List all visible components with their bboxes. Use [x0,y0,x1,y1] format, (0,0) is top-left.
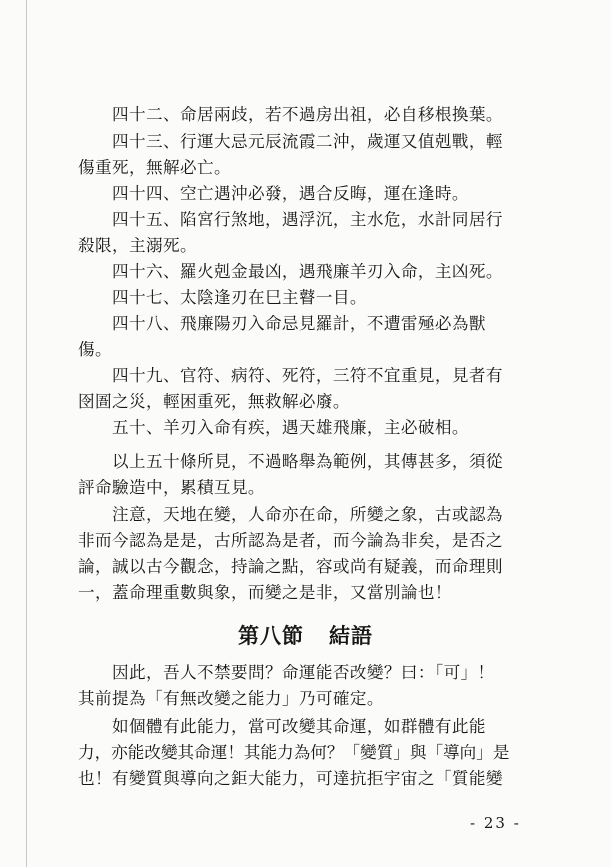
rule-46-line-1: 四十六、羅火剋金最凶，遇飛廉羊刃入命，主凶死。 [112,262,503,281]
note-line-4: 一，蓋命理重數與象，而變之是非，又當別論也！ [78,583,452,602]
conclusion-p1-line-1: 因此，吾人不禁要問？命運能否改變？曰：「可」！ [112,663,495,682]
rule-45-line-1: 四十五、陷宮行煞地，遇浮沉，主水危，水計同居行 [112,210,503,229]
summary-line-2: 評命驗造中，累積互見。 [78,478,265,497]
note-line-1: 注意，天地在變，人命亦在命，所變之象，古或認為 [112,505,503,524]
conclusion-p2-line-2: 力，亦能改變其命運！其能力為何？「變質」與「導向」是 [78,743,510,762]
rule-43-line-2: 傷重死，無解必亡。 [78,158,231,177]
rule-49-line-1: 四十九、官符、病符、死符，三符不宜重見，見者有 [112,366,503,385]
section-heading [0,620,611,650]
rule-44-line-1: 四十四、空亡遇沖必發，遇合反晦，運在逢時。 [112,184,469,203]
note-line-2: 非而今認為是是，古所認為是者，而今論為非矣，是否之 [78,531,503,550]
rule-49-line-2: 囹圄之災，輕困重死，無救解必廢。 [78,392,350,411]
section-title: 結語 [328,623,373,648]
rule-48-line-2: 傷。 [78,340,112,359]
rule-45-line-2: 殺限，主溺死。 [78,236,197,255]
rule-47-line-1: 四十七、太陰逢刃在巳主瞽一目。 [112,288,367,307]
section-number: 第八節 [238,623,305,648]
conclusion-p2-line-3: 也！有變質與導向之鉅大能力，可達抗拒宇宙之「質能變 [78,769,503,788]
rule-43-line-1: 四十三、行運大忌元辰流霞二沖，歲運又值剋戰，輕 [112,132,503,151]
note-line-3: 論，誠以古今觀念，持論之點，容或尚有疑義，而命理則 [78,557,503,576]
page-number: - 23 - [470,814,521,832]
rule-42-line-1: 四十二、命居兩歧，若不過房出祖，必自移根換葉。 [112,105,503,124]
summary-line-1: 以上五十條所見，不過略舉為範例，其傳甚多，須從 [112,452,503,471]
rule-48-line-1: 四十八、飛廉陽刃入命忌見羅計，不遭雷殛必為獸 [112,314,486,333]
conclusion-p1-line-2: 其前提為「有無改變之能力」乃可確定。 [78,689,384,708]
binding-margin-line [26,0,27,867]
rule-50-line-1: 五十、羊刃入命有疾，遇天雄飛廉，主必破相。 [112,418,469,437]
conclusion-p2-line-1: 如個體有此能力，當可改變其命運，如群體有此能 [112,717,486,736]
